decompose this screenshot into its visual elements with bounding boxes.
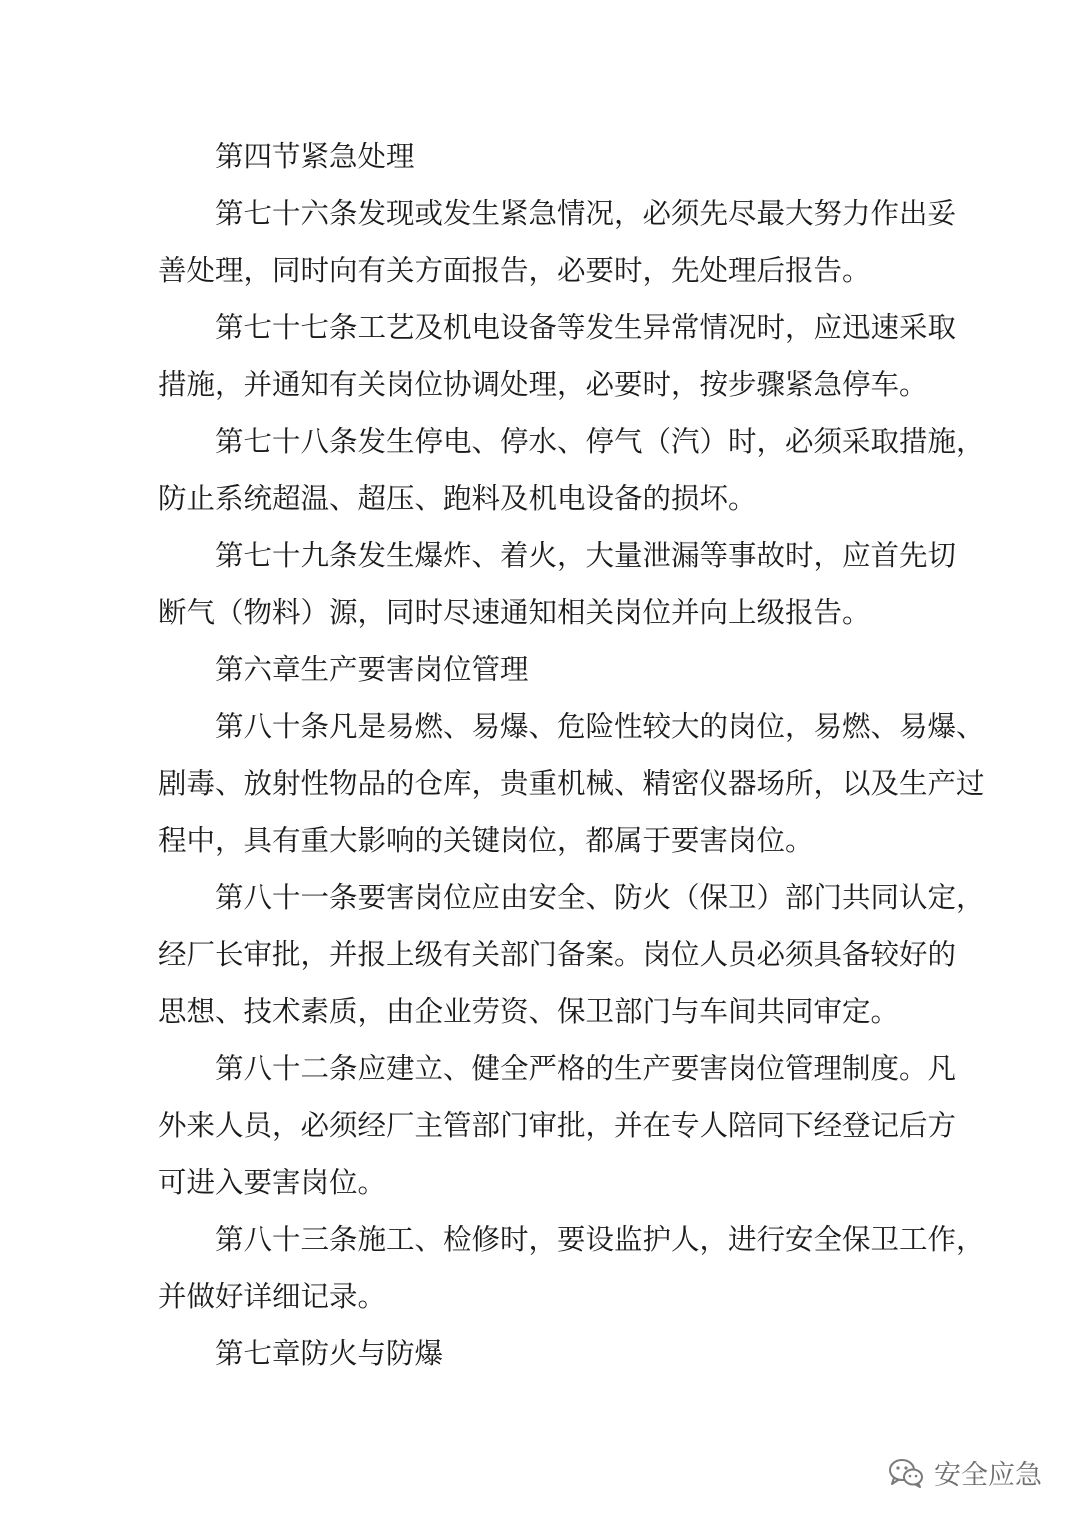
chapter-heading: 第七章防火与防爆 (215, 1337, 444, 1370)
paragraph-line: 第八十条凡是易燃、易爆、危险性较大的岗位，易燃、易爆、 (215, 710, 985, 743)
paragraph-line: 第八十一条要害岗位应由安全、防火（保卫）部门共同认定， (215, 881, 985, 914)
watermark (888, 1453, 1042, 1492)
paragraph-line: 第七十七条工艺及机电设备等发生异常情况时，应迅速采取 (215, 311, 957, 344)
paragraph-line: 第七十九条发生爆炸、着火，大量泄漏等事故时，应首先切 (215, 539, 957, 572)
wechat-icon (888, 1458, 924, 1488)
paragraph-line: 并做好详细记录。 (158, 1280, 387, 1313)
paragraph-line: 第七十八条发生停电、停水、停气（汽）时，必须采取措施， (215, 425, 985, 458)
paragraph-line: 思想、技术素质，由企业劳资、保卫部门与车间共同审定。 (158, 995, 900, 1028)
paragraph-line: 第八十三条施工、检修时，要设监护人，进行安全保卫工作， (215, 1223, 985, 1256)
paragraph-line: 第八十二条应建立、健全严格的生产要害岗位管理制度。凡 (215, 1052, 957, 1085)
paragraph-line: 断气（物料）源，同时尽速通知相关岗位并向上级报告。 (158, 596, 871, 629)
paragraph-line: 经厂长审批，并报上级有关部门备案。岗位人员必须具备较好的 (158, 938, 957, 971)
paragraph-line: 剧毒、放射性物品的仓库，贵重机械、精密仪器场所，以及生产过 (158, 767, 985, 800)
paragraph-line: 善处理，同时向有关方面报告，必要时，先处理后报告。 (158, 254, 871, 287)
paragraph-line: 防止系统超温、超压、跑料及机电设备的损坏。 (158, 482, 757, 515)
chapter-heading: 第六章生产要害岗位管理 (215, 653, 529, 686)
document-page (158, 128, 985, 1382)
paragraph-line: 程中，具有重大影响的关键岗位，都属于要害岗位。 (158, 824, 814, 857)
section-heading: 第四节紧急处理 (215, 140, 415, 173)
paragraph-line: 可进入要害岗位。 (158, 1166, 387, 1199)
watermark-text: 安全应急 (934, 1460, 1042, 1491)
paragraph-line: 措施，并通知有关岗位协调处理，必要时，按步骤紧急停车。 (158, 368, 928, 401)
paragraph-line: 第七十六条发现或发生紧急情况，必须先尽最大努力作出妥 (215, 197, 957, 230)
paragraph-line: 外来人员，必须经厂主管部门审批，并在专人陪同下经登记后方 (158, 1109, 957, 1142)
